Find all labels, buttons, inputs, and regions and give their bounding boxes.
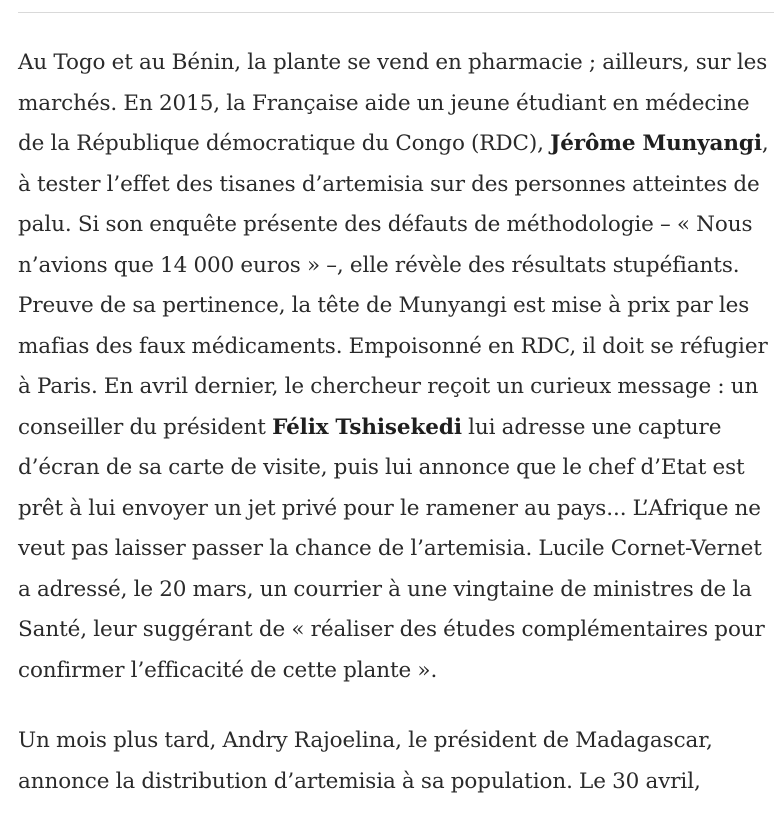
article-body xyxy=(18,43,774,832)
person-name-felix-tshisekedi: Félix Tshisekedi xyxy=(272,414,462,440)
paragraph-text: lui adresse une capture d’écran de sa carte de visite, puis lui annonce que le chef d’Etat est prêt à lui envoyer un jet privé pour le ramener au pays... L’Afrique ne veut pas laisser passer la chance de l’artemisia. Lucile Cornet-Vernet a adressé, le 20 mars, un courrier à une vingtaine de ministres de la Santé, leur suggérant de « réaliser des études complémentaires pour confirmer l’efficacité de cette plante ». xyxy=(18,414,765,683)
article-paragraph xyxy=(18,43,774,691)
paragraph-text: Un mois plus tard, Andry Rajoelina, le président de Madagascar, annonce la distribution d’artemisia à sa population. Le 30 avril, xyxy=(18,728,713,794)
article-paragraph xyxy=(18,721,774,802)
person-name-jerome-munyangi: Jérôme Munyangi xyxy=(550,131,762,156)
top-divider xyxy=(18,12,774,13)
paragraph-text: , à tester l’effet des tisanes d’artemisia sur des personnes atteintes de palu. Si son enquête présente des défauts de méthodologie – « Nous n’avions que 14 000 euros » –, elle révèle des résultats stupéfiants. Preuve de sa pertinence, la tête de Munyangi est mise à prix par les mafias des faux médicaments. Empoisonné en RDC, il doit se réfugier à Paris. En avril dernier, le chercheur reçoit un curieux message : un conseiller du président xyxy=(18,131,769,440)
paragraph-text: Au Togo et au Bénin, la plante se vend en pharmacie ; ailleurs, sur les marchés. En 2015, la Française aide un jeune étudiant en médecine de la République démocratique du Congo (RDC), xyxy=(18,50,768,156)
